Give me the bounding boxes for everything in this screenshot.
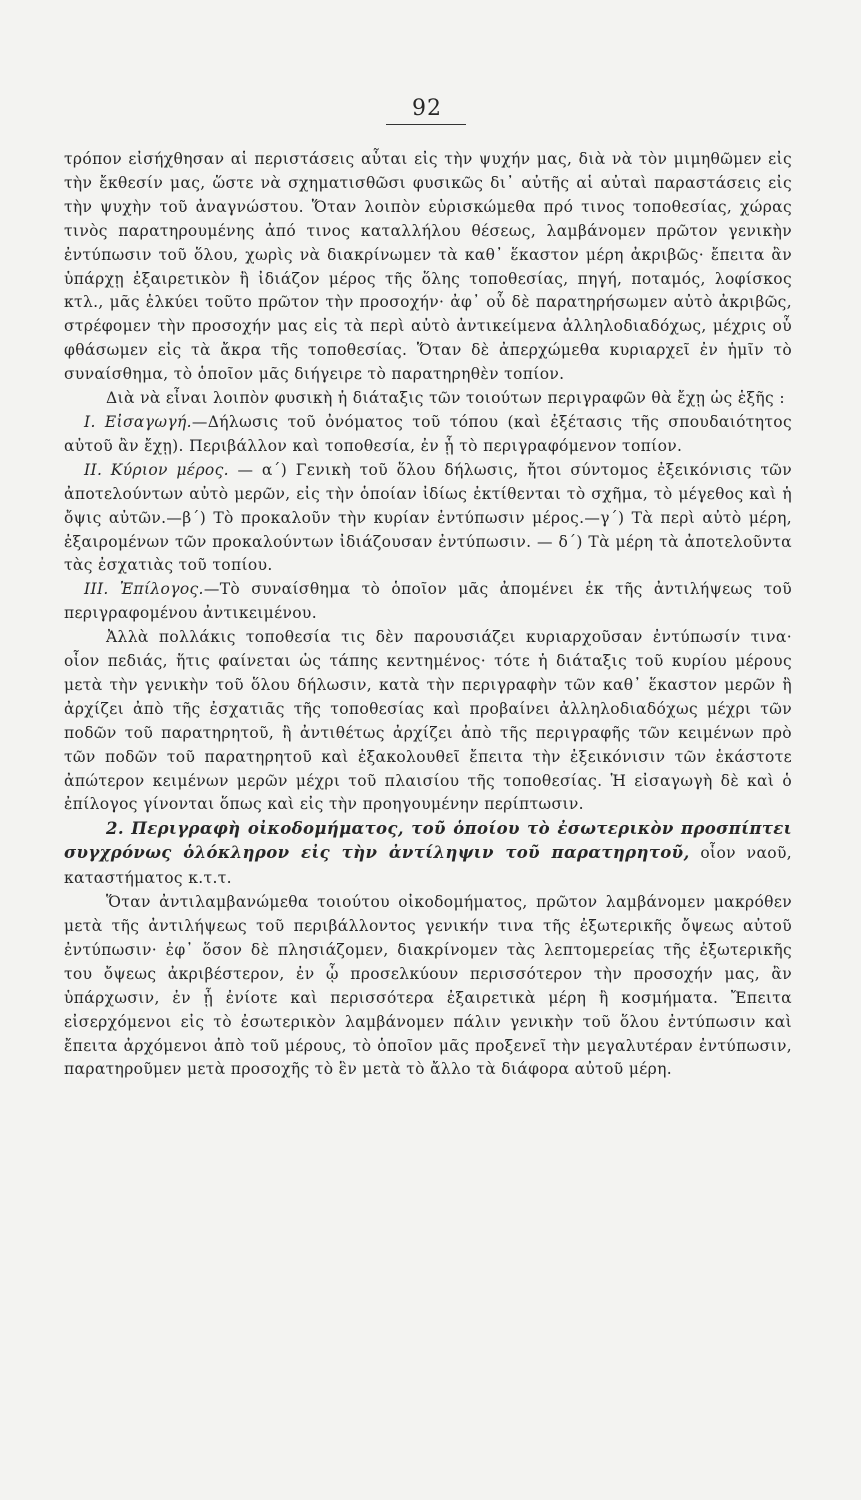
list-item-text: —Τὸ συναίσθημα τὸ ὁποῖον μᾶς ἀπομένει ἐκ τῆς ἀντιλήψεως τοῦ περιγραφομένου ἀντικειμένου. bbox=[64, 580, 792, 623]
paragraph-building-description: Ὅταν ἀντιλαμβανώμεθα τοιούτου οἰκοδομήματος, πρῶτον λαμβάνομεν μακρόθεν μετὰ τῆς ἀντιλήψεως τοῦ περιβάλλοντος γενικήν τινα τῆς ἐξωτερικῆς ὄψεως αὐτοῦ ἐντύπωσιν· ἐφ᾽ ὅσον δὲ πλησιάζομεν, διακρίνομεν τὰς λεπτομερείας τῆς ἐξωτερικῆς του ὄψεως ἀκριβέστερον, ἐν ᾧ προσελκύουν περισσότερον τὴν προσοχήν μας, ἂν ὑπάρχωσιν, ἐν ᾗ ἐνίοτε καὶ περισσότερα ἐξαιρετικὰ μέρη ἢ κοσμήματα. Ἔπειτα εἰσερχόμενοι εἰς τὸ ἐσωτερικὸν λαμβάνομεν πάλιν γενικὴν τοῦ ὅλου ἐντύπωσιν καὶ ἔπειτα ἀρχόμενοι ἀπὸ τοῦ μέρους, τὸ ὁποῖον μᾶς προξενεῖ τὴν μεγαλυτέραν ἐντύπωσιν, παρατηροῦμεν μετὰ προσοχῆς τὸ ἓν μετὰ τὸ ἄλλο τὰ διάφορα αὐτοῦ μέρη. bbox=[64, 893, 792, 1079]
list-item-text: — α΄) Γενικὴ τοῦ ὅλου δήλωσις, ἤτοι σύντομος ἐξεικόνισις τῶν ἀποτελούντων αὐτὸ μερῶν, εἰς τὴν ὁποίαν ἰδίως ἐκτίθενται τὸ σχῆμα, τὸ μέγεθος καὶ ἡ ὄψις αὐτῶν.—β΄) Τὸ προκαλοῦν τὴν κυρίαν ἐντύπωσιν μέρος.—γ΄) Τὰ περὶ αὐτὸ μέρη, ἐξαιρομένων τῶν προκαλούντων ἰδιάζουσαν ἐντύπωσιν. — δ΄) Τὰ μέρη τὰ ἀποτελοῦντα τὰς ἐσχατιὰς τοῦ τοπίου. bbox=[64, 460, 793, 575]
list-item-label: ΙΙΙ. Ἐπίλογος. bbox=[84, 580, 204, 599]
list-item-epilogue bbox=[64, 578, 792, 626]
list-item-label: Ι. Εἰσαγωγή. bbox=[84, 412, 192, 431]
paragraph-plain-landscape: Ἀλλὰ πολλάκις τοποθεσία τις δὲν παρουσιάζει κυριαρχοῦσαν ἐντύπωσίν τινα· οἷον πεδιάς, ἥτις φαίνεται ὡς τάπης κεντημένος· τότε ἡ διάταξις τοῦ κυρίου μέρους μετὰ τὴν γενικὴν τοῦ ὅλου δήλωσιν, κατὰ τὴν περιγραφὴν τῶν καθ᾽ ἕκαστον μερῶν ἢ ἀρχίζει ἀπὸ τῆς ἐσχατιᾶς τῆς τοποθεσίας καὶ προβαίνει ἀλληλοδιαδόχως μέχρι τῶν ποδῶν τοῦ παρατηρητοῦ, ἢ ἀντιθέτως ἀρχίζει ἀπὸ τῆς περιγραφῆς τῶν κειμένων πρὸ τῶν ποδῶν τοῦ παρατηρητοῦ καὶ ἐξακολουθεῖ ἔπειτα τὴν ἐξεικόνισιν τῶν ἑκάστοτε ἀπώτερον κειμένων μερῶν μέχρι τοῦ πλαισίου τῆς τοποθεσίας. Ἡ εἰσαγωγὴ δὲ καὶ ὁ ἐπίλογος γίνονται ὅπως καὶ εἰς τὴν προηγουμένην περίπτωσιν. bbox=[64, 628, 792, 814]
list-item-main-part bbox=[64, 459, 792, 579]
paragraph-arrangement: Διὰ νὰ εἶναι λοιπὸν φυσικὴ ἡ διάταξις τῶν τοιούτων περιγραφῶν θὰ ἔχῃ ὡς ἑξῆς : bbox=[106, 389, 785, 408]
section-heading-building bbox=[64, 817, 792, 891]
page-body bbox=[64, 148, 792, 1082]
list-item-label: ΙΙ. Κύριον μέρος. bbox=[84, 460, 229, 479]
page-number-rule bbox=[386, 124, 466, 125]
list-item-introduction bbox=[64, 411, 792, 459]
section-heading-title: 2. Περιγραφὴ οἰκοδομήματος, τοῦ ὁποίου τὸ ἐσωτερικὸν προσπίπτει συγχρόνως ὁλόκληρον εἰς τὴν ἀντίληψιν τοῦ παρατηρητοῦ, bbox=[64, 819, 792, 863]
page-number: 92 bbox=[412, 96, 442, 121]
paragraph-landscape-intro: τρόπον εἰσήχθησαν αἱ περιστάσεις αὗται εἰς τὴν ψυχήν μας, διὰ νὰ τὸν μιμηθῶμεν εἰς τὴν ἔκθεσίν μας, ὥστε νὰ σχηματισθῶσι φυσικῶς δι᾽ αὐτῆς αἱ αὐταὶ παραστάσεις εἰς τὴν ψυχὴν τοῦ ἀναγνώστου. Ὅταν λοιπὸν εὑρισκώμεθα πρό τινος τοποθεσίας, χώρας τινὸς παρατηρουμένης ἀπό τινος καταλλήλου θέσεως, λαμβάνομεν πρῶτον γενικὴν ἐντύπωσιν τοῦ ὅλου, χωρὶς νὰ διακρίνωμεν τὰ καθ᾽ ἕκαστον μέρη ἀκριβῶς· ἔπειτα ἂν ὑπάρχῃ ἐξαιρετικὸν ἢ ἰδιάζον μέρος τῆς ὅλης τοποθεσίας, πηγή, ποταμός, λοφίσκος κτλ., μᾶς ἑλκύει τοῦτο πρῶτον τὴν προσοχήν· ἀφ᾽ οὗ δὲ παρατηρήσωμεν αὐτὸ ἀκριβῶς, στρέφομεν τὴν προσοχήν μας εἰς τὰ περὶ αὐτὸ ἀντικείμενα ἀλληλοδιαδόχως, μέχρις οὗ φθάσωμεν εἰς τὰ ἄκρα τῆς τοποθεσίας. Ὅταν δὲ ἀπερχώμεθα κυριαρχεῖ ἐν ἡμῖν τὸ συναίσθημα, τὸ ὁποῖον μᾶς διήγειρε τὸ παρατηρηθὲν τοπίον. bbox=[64, 150, 792, 384]
list-item-text: —Δήλωσις τοῦ ὀνόματος τοῦ τόπου (καὶ ἐξέτασις τῆς σπουδαιότητος αὐτοῦ ἂν ἔχῃ). Περιβάλλον καὶ τοποθεσία, ἐν ᾗ τὸ περιγραφόμενον τοπίον. bbox=[64, 412, 792, 455]
section-heading-tail: οἷον ναοῦ, καταστήματος κ.τ.τ. bbox=[64, 844, 792, 888]
